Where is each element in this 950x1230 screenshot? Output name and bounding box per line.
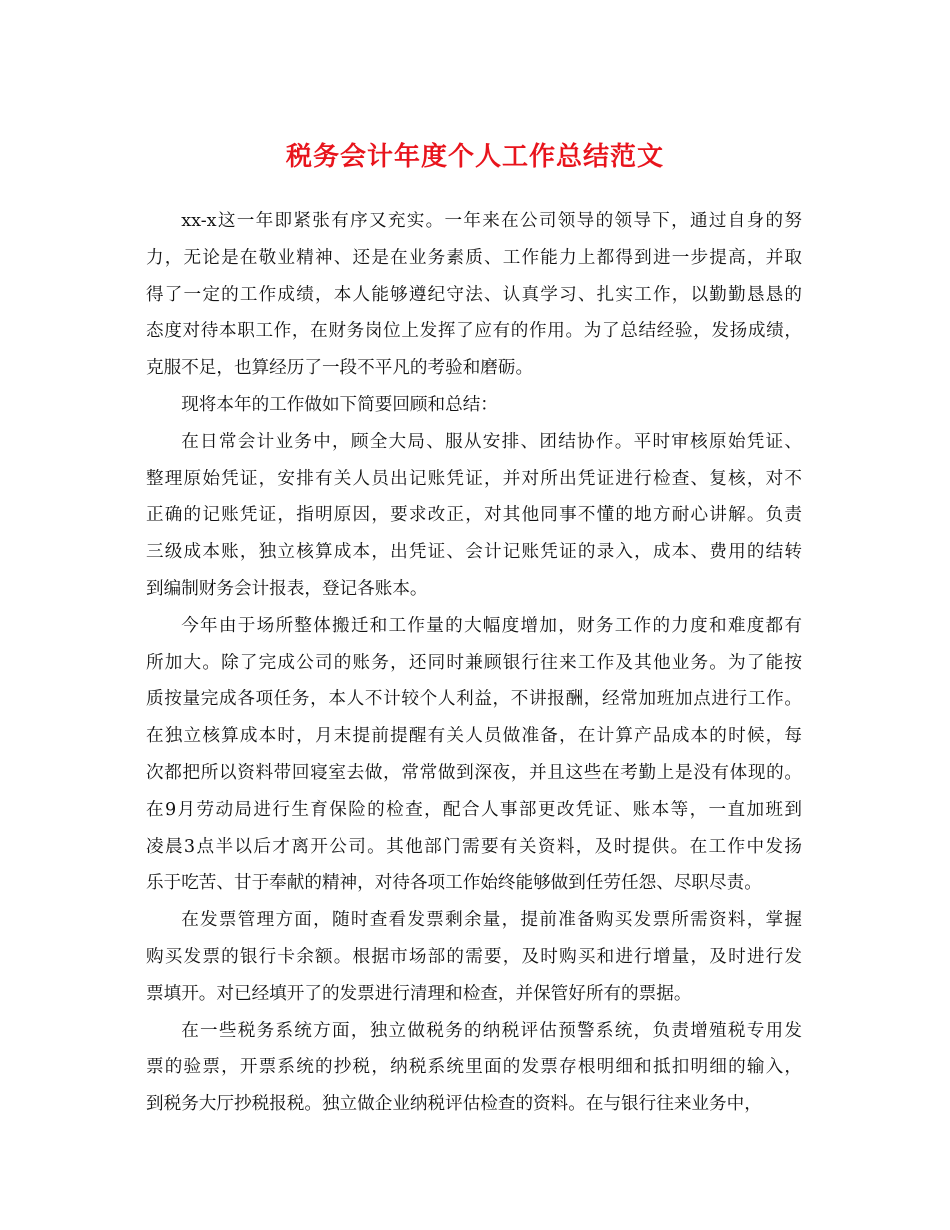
paragraph-line: 现将本年的工作做如下简要回顾和总结： [181,394,498,415]
paragraph-line: 到税务大厅抄税报税。独立做企业纳税评估检查的资料。在与银行往来业务中， [146,1094,762,1115]
paragraph-line: 乐于吃苦、甘于奉献的精神，对待各项工作始终能够做到任劳任怨、尽职尽责。 [146,873,762,894]
paragraph [146,387,802,424]
paragraph-line: 克服不足，也算经历了一段不平凡的考验和磨砺。 [146,358,534,379]
paragraph-line: 票的验票，开票系统的抄税，纳税系统里面的发票存根明细和抵扣明细的输入， [146,1057,802,1078]
paragraph-line: 在9月劳动局进行生育保险的检查，配合人事部更改凭证、账本等，一直加班到 [146,799,802,820]
paragraph-line: 所加大。除了完成公司的账务，还同时兼顾银行往来工作及其他业务。为了能按 [146,652,802,673]
paragraph-line: xx-x这一年即紧张有序又充实。一年来在公司领导的领导下，通过自身的努 [181,211,802,231]
paragraph-line: 购买发票的银行卡余额。根据市场部的需要，及时购买和进行增量，及时进行发 [146,946,802,967]
document-body [146,203,802,1123]
paragraph-line: 得了一定的工作成绩，本人能够遵纪守法、认真学习、扎实工作，以勤勤恳恳的 [146,284,802,305]
paragraph-line: 次都把所以资料带回寝室去做，常常做到深夜，并且这些在考勤上是没有体现的。 [146,762,802,783]
paragraph-line: 三级成本账，独立核算成本，出凭证、会计记账凭证的录入，成本、费用的结转 [146,542,802,563]
paragraph [146,203,802,387]
document-title: 税务会计年度个人工作总结范文 [285,142,664,172]
paragraph-line: 正确的记账凭证，指明原因，要求改正，对其他同事不懂的地方耐心讲解。负责 [146,505,802,526]
paragraph [146,424,802,608]
paragraph-line: 到编制财务会计报表，登记各账本。 [146,578,428,599]
paragraph [146,1013,802,1123]
paragraph-line: 整理原始凭证，安排有关人员出记账凭证，并对所出凭证进行检查、复核，对不 [146,468,802,489]
paragraph-line: 在日常会计业务中，顾全大局、服从安排、团结协作。平时审核原始凭证、 [181,431,802,452]
paragraph-line: 在独立核算成本时，月末提前提醒有关人员做准备，在计算产品成本的时候，每 [146,726,802,747]
paragraph [146,902,802,1012]
paragraph-line: 在发票管理方面，随时查看发票剩余量，提前准备购买发票所需资料，掌握 [181,910,802,931]
paragraph-line: 票填开。对已经填开了的发票进行清理和检查，并保管好所有的票据。 [146,983,692,1004]
paragraph [146,608,802,902]
paragraph-line: 质按量完成各项任务，本人不计较个人利益，不讲报酬，经常加班加点进行工作。 [146,689,802,710]
paragraph-line: 今年由于场所整体搬迁和工作量的大幅度增加，财务工作的力度和难度都有 [181,615,802,636]
paragraph-line: 态度对待本职工作，在财务岗位上发挥了应有的作用。为了总结经验，发扬成绩， [146,321,802,342]
paragraph-line: 凌晨3点半以后才离开公司。其他部门需要有关资料，及时提供。在工作中发扬 [146,836,802,857]
paragraph-line: 力，无论是在敬业精神、还是在业务素质、工作能力上都得到进一步提高，并取 [146,247,802,268]
paragraph-line: 在一些税务系统方面，独立做税务的纳税评估预警系统，负责增殖税专用发 [181,1020,802,1041]
